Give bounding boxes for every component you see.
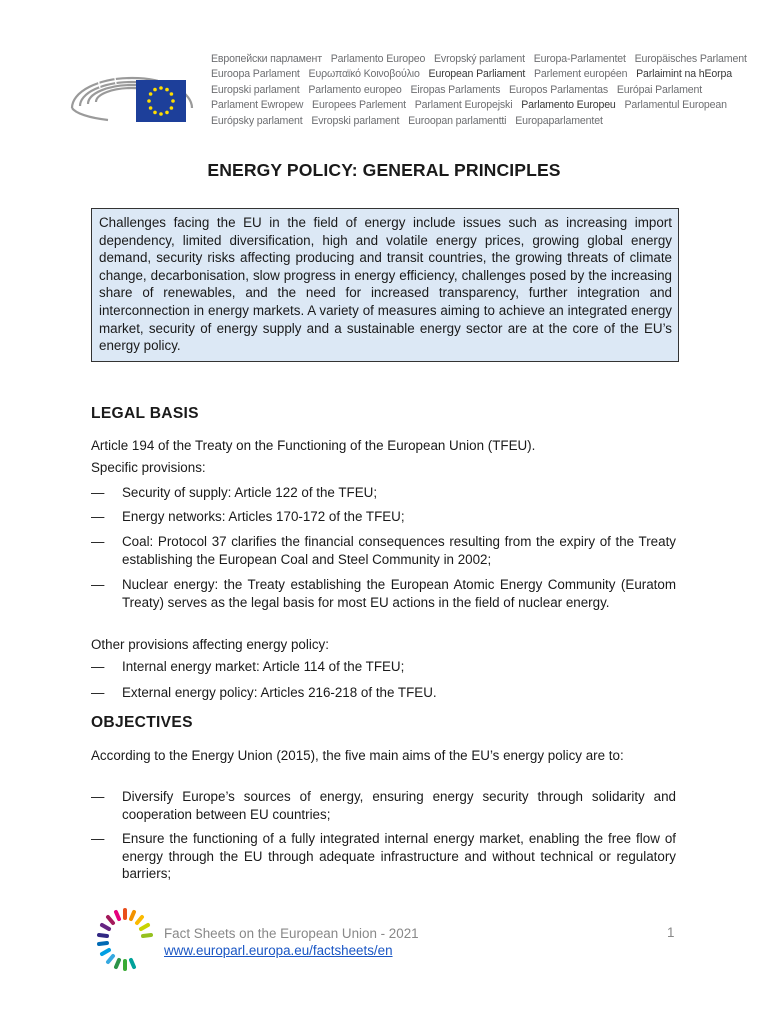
parliament-name: Europaparlamentet (515, 114, 603, 127)
objectives-intro: According to the Energy Union (2015), the five main aims of the EU’s energy policy are to: (91, 748, 624, 763)
dash-bullet: — (91, 485, 105, 500)
european-parliament-logo (64, 46, 200, 130)
footer-series: Fact Sheets on the European Union - 2021 (164, 926, 419, 941)
names-row (211, 114, 711, 129)
parliament-name: Eiropas Parlaments (410, 83, 501, 96)
dash-bullet: — (91, 534, 105, 549)
names-row (211, 52, 747, 67)
parliament-name: Evropský parlament (434, 53, 525, 65)
list-item-text: Diversify Europe’s sources of energy, ensuring energy security through solidarity and cooperation between EU countries; (122, 789, 676, 822)
list-item-text: Ensure the functioning of a fully integrated internal energy market, enabling the free flow of energy through the EU through adequate infrastructure and without technical or regulatory barriers; (122, 831, 676, 882)
list-item-text: Energy networks: Articles 170-172 of the TFEU; (122, 509, 405, 524)
list-item-text: Security of supply: Article 122 of the TFEU; (122, 485, 378, 500)
page-title: ENERGY POLICY: GENERAL PRINCIPLES (207, 160, 561, 180)
dash-bullet: — (91, 659, 105, 674)
objectives-heading: OBJECTIVES (91, 714, 193, 731)
parliament-name: Parlament Europejski (414, 99, 513, 112)
parliament-name: Europos Parlamentas (509, 83, 609, 96)
parliament-name: Parlamento Europeu (521, 99, 616, 112)
parliament-name: Európai Parlament (616, 83, 703, 96)
list-item (91, 484, 676, 502)
parliament-name: Ευρωπαϊκό Κοινοβούλιο (308, 68, 420, 81)
list-item (91, 788, 676, 823)
parliament-name: Parlament Ewropew (211, 99, 304, 112)
parliament-name: Euroopan parlamentti (408, 114, 507, 127)
list-item (91, 576, 676, 611)
factsheets-link[interactable]: www.europarl.europa.eu/factsheets/en (164, 943, 393, 958)
parliament-name: Europa-Parlamentet (533, 53, 626, 65)
dash-bullet: — (91, 831, 105, 846)
names-row (211, 67, 733, 82)
list-item-text: Coal: Protocol 37 clarifies the financial consequences resulting from the expiry of the Treaty establishing the European Coal and Steel Community in 2002; (122, 534, 676, 567)
page-number: 1 (667, 925, 675, 940)
names-row (211, 83, 711, 98)
parliament-name: Evropski parlament (311, 114, 400, 127)
fact-sheets-logo (90, 904, 160, 974)
parliament-name: Parlement européen (534, 68, 628, 81)
list-item (91, 508, 676, 526)
parliament-name: Euroopa Parlament (211, 68, 300, 81)
summary-box: Challenges facing the EU in the field of energy include issues such as increasing import dependency, limited diversification, high and volatile energy prices, growing global energy demand, security risks affecting producing and transit countries, the growing threats of climate change, decarbonisation, slow progress in energy efficiency, challenges posed by the increasing share of renewables, and the need for increased transparency, further integration and interconnection in energy markets. A variety of measures aiming to achieve an integrated energy market, security of energy supply and a sustainable energy sector are at the core of the EU’s energy policy. (91, 208, 679, 362)
parliament-name: Европейски парламент (211, 53, 322, 65)
dash-bullet: — (91, 577, 105, 592)
dash-bullet: — (91, 509, 105, 524)
parliament-name: Parlamentul European (624, 99, 727, 112)
parliament-name: Europees Parlement (312, 99, 406, 112)
list-item (91, 533, 676, 568)
dash-bullet: — (91, 789, 105, 804)
letterhead (64, 46, 747, 132)
parliament-name: Parlamento europeo (308, 83, 402, 96)
legal-basis-heading: LEGAL BASIS (91, 405, 199, 422)
dash-bullet: — (91, 685, 105, 700)
parliament-name: Europäisches Parlament (634, 53, 747, 65)
parliament-name: Parlamento Europeo (330, 53, 426, 65)
parliament-name: Parlaimint na hEorpa (636, 68, 733, 81)
list-item (91, 830, 676, 883)
list-item-text: External energy policy: Articles 216-218 of the TFEU. (122, 685, 437, 700)
parliament-name: Europski parlament (211, 83, 300, 96)
list-item (91, 684, 676, 702)
list-item-text: Nuclear energy: the Treaty establishing the European Atomic Energy Community (Euratom Treaty) serves as the legal basis for most EU actions in the field of nuclear energy. (122, 577, 676, 610)
names-row (211, 98, 727, 113)
list-item (91, 658, 676, 676)
parliament-names (211, 52, 747, 129)
legal-basis-intro: Article 194 of the Treaty on the Functioning of the European Union (TFEU). (91, 438, 536, 453)
specific-provisions-label: Specific provisions: (91, 460, 206, 475)
other-provisions-label: Other provisions affecting energy policy: (91, 637, 329, 652)
list-item-text: Internal energy market: Article 114 of the TFEU; (122, 659, 405, 674)
parliament-name: Európsky parlament (211, 114, 303, 127)
parliament-name: European Parliament (428, 68, 526, 81)
